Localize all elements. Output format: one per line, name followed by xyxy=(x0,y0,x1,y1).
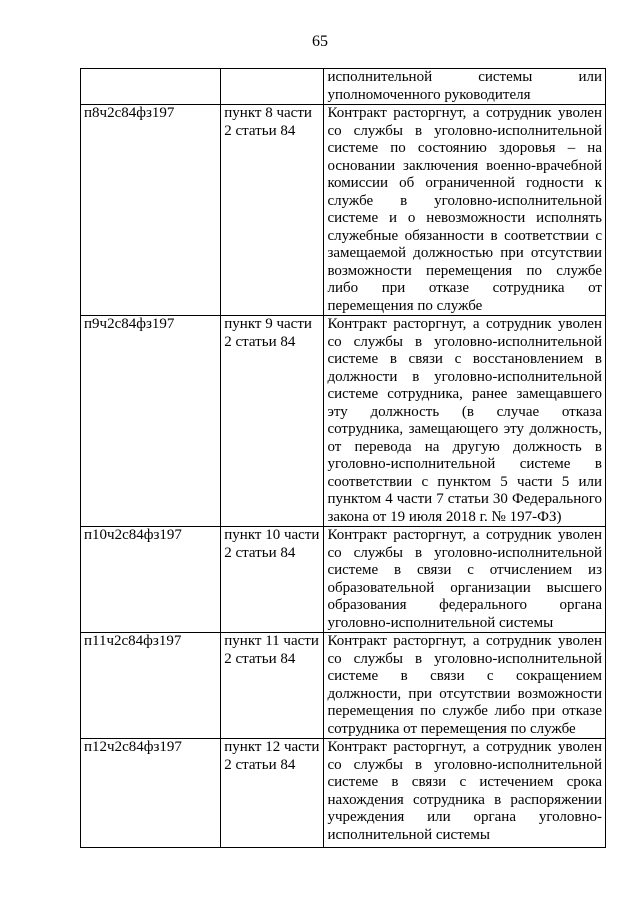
table-row xyxy=(81,69,606,105)
code-cell: п12ч2с84фз197 xyxy=(81,739,221,848)
code-cell: п8ч2с84фз197 xyxy=(81,105,221,316)
description-cell xyxy=(324,633,606,739)
description-text: Контракт расторгнут, а сотрудник уволен со службы в уголовно-исполнительной системе в связи с отчислением из образовательной организации высшего образования федерального органа уголовно-исполнительной системы xyxy=(327,527,602,631)
point-cell: пункт 11 части 2 статьи 84 xyxy=(221,633,324,739)
point-cell: пункт 9 части 2 статьи 84 xyxy=(221,316,324,527)
description-text: исполнительной системы или уполномоченного руководителя xyxy=(327,69,602,103)
table-row xyxy=(81,527,606,633)
description-cell xyxy=(324,69,606,105)
description-cell xyxy=(324,105,606,316)
table-row xyxy=(81,316,606,527)
point-cell: пункт 8 части 2 статьи 84 xyxy=(221,105,324,316)
code-cell: п10ч2с84фз197 xyxy=(81,527,221,633)
page-number: 65 xyxy=(312,33,328,50)
description-cell xyxy=(324,316,606,527)
description-text: Контракт расторгнут, а сотрудник уволен со службы в уголовно-исполнительной системе в связи с восстановлением в должности в уголовно-исполнительной системе сотрудника, ранее замещавшего эту должность (в случае отказа сотрудника, замещающего эту должность, от перевода на другую должность в уголовно-исполнительной системе в соответствии с пунктом 5 части 5 или пунктом 4 части 7 статьи 30 Федерального закона от 19 июля 2018 г. № 197-ФЗ) xyxy=(327,316,602,525)
table-row xyxy=(81,105,606,316)
description-cell xyxy=(324,739,606,848)
description-text: Контракт расторгнут, а сотрудник уволен со службы в уголовно-исполнительной системе по состоянию здоровья – на основании заключения военно-врачебной комиссии об ограниченной годности к службе в уголовно-исполнительной системе и о невозможности исполнять служебные обязанности в соответствии с замещаемой должностью при отсутствии возможности перемещения по службе либо при отказе сотрудника от перемещения по службе xyxy=(327,105,602,314)
description-cell xyxy=(324,527,606,633)
description-text: Контракт расторгнут, а сотрудник уволен со службы в уголовно-исполнительной системе в связи с сокращением должности, при отсутствии возможности перемещения по службе либо при отказе сотрудника от перемещения по службе xyxy=(327,633,602,737)
point-cell: пункт 10 части 2 статьи 84 xyxy=(221,527,324,633)
code-cell xyxy=(81,69,221,105)
code-cell: п11ч2с84фз197 xyxy=(81,633,221,739)
description-text: Контракт расторгнут, а сотрудник уволен со службы в уголовно-исполнительной системе в связи с истечением срока нахождения сотрудника в распоряжении учреждения или органа уголовно-исполнительной системы xyxy=(327,739,602,843)
table-row xyxy=(81,739,606,848)
point-cell xyxy=(221,69,324,105)
point-cell: пункт 12 части 2 статьи 84 xyxy=(221,739,324,848)
document-table xyxy=(80,68,606,848)
code-cell: п9ч2с84фз197 xyxy=(81,316,221,527)
table-row xyxy=(81,633,606,739)
